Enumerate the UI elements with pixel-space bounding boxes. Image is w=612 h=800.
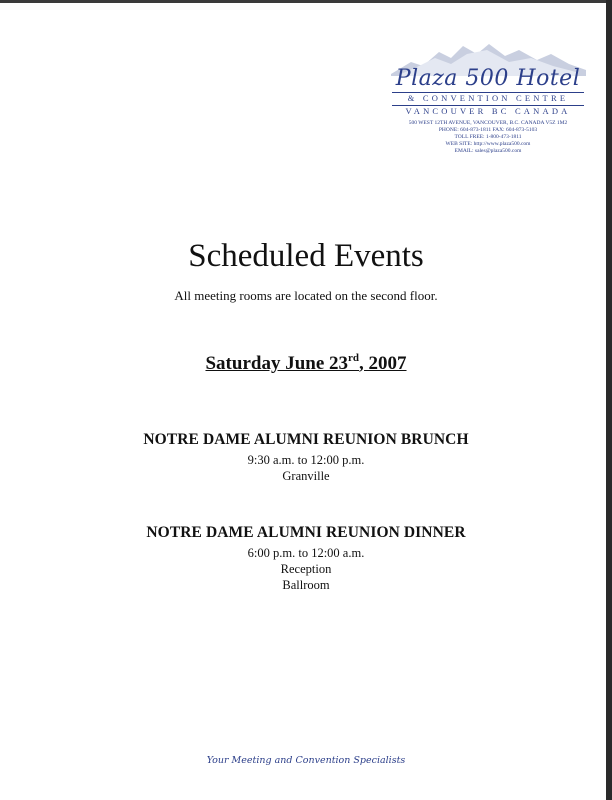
hotel-convention-line: & CONVENTION CENTRE <box>407 93 569 103</box>
event-time: 9:30 a.m. to 12:00 p.m. <box>247 453 365 467</box>
event-date <box>0 352 612 375</box>
hotel-email[interactable]: EMAIL: sales@plaza500.com <box>454 148 522 154</box>
hotel-toll-free: TOLL FREE: 1-800-473-1811 <box>454 134 522 140</box>
hotel-address: 500 WEST 12TH AVENUE, VANCOUVER, B.C. CANADA V5Z 1M2 <box>408 120 568 126</box>
letterhead <box>388 40 588 155</box>
event-date-prefix: Saturday June 23 <box>205 353 349 374</box>
hotel-city-line: VANCOUVER BC CANADA <box>405 106 571 116</box>
hotel-contact-block <box>388 120 588 155</box>
hotel-phone: PHONE: 604-873-1811 FAX: 604-873-5103 <box>438 127 538 133</box>
event-details-dinner <box>0 545 612 593</box>
event-title-dinner: NOTRE DAME ALUMNI REUNION DINNER <box>146 524 466 541</box>
event-room: Reception <box>280 562 332 576</box>
event-date-year: , 2007 <box>359 353 407 374</box>
event-time: 6:00 p.m. to 12:00 a.m. <box>247 546 365 560</box>
page-title: Scheduled Events <box>188 238 424 274</box>
hotel-website[interactable]: WEB SITE: http://www.plaza500.com <box>445 141 531 147</box>
footer-tagline: Your Meeting and Convention Specialists <box>206 755 406 766</box>
page-subtitle: All meeting rooms are located on the second floor. <box>174 288 438 303</box>
event-details-brunch <box>0 452 612 484</box>
event-room: Granville <box>282 469 330 483</box>
event-title-brunch: NOTRE DAME ALUMNI REUNION BRUNCH <box>143 431 469 448</box>
event-room: Ballroom <box>282 578 330 592</box>
hotel-name: Plaza 500 Hotel <box>395 66 581 91</box>
event-date-suffix: rd <box>348 352 360 364</box>
